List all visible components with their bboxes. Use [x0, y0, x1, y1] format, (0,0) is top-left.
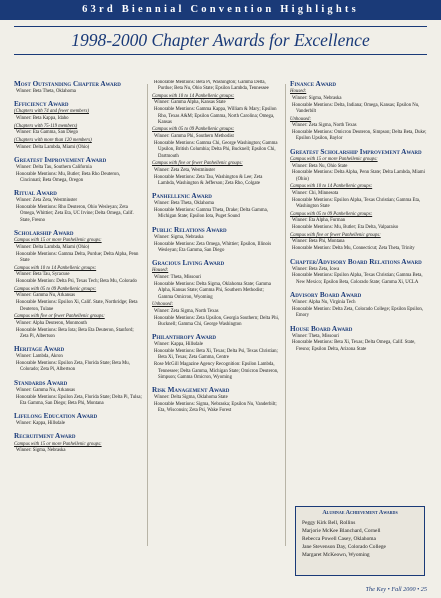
- award-entry: Winner: Delta Lambda, Miami (Ohio): [16, 144, 90, 150]
- award-entry: Honorable Mentions: Epsilon Zeta, Florida State; Beta Mu, Colorado; Zeta Pi, Albertson: [16, 361, 130, 373]
- awards-column-1: [14, 80, 142, 550]
- award-category: Campus with 10 to 14 Panhellenic groups:: [152, 93, 235, 99]
- award-entry: Winner: Theta, Missouri: [292, 333, 340, 339]
- award-entry: Winner: Eta Gamma, San Diego: [16, 130, 79, 136]
- award-entry: Winner: Gamma Phi, Southern Methodist: [154, 134, 234, 140]
- award-entry: Winner: Zeta Sigma, North Texas: [154, 308, 219, 314]
- award-heading: Scholarship Award: [14, 229, 74, 238]
- award-category: Campus with 05 to 09 Panhellenic groups:: [152, 127, 235, 133]
- award-category: Housed:: [152, 268, 169, 274]
- alumnae-award-recipient: Jane Stevenson Day, Colorado College: [302, 544, 386, 550]
- award-entry: Honorable Mentions: Delta, Indiana; Omega, Kansas; Epsilon Nu, Vanderbilt: [292, 102, 420, 115]
- award-category: Campus with five or fewer Panhellenic groups:: [14, 314, 105, 320]
- award-category: Unhoused:: [152, 302, 174, 308]
- award-category: Campus with 05 to 09 Panhellenic groups:: [14, 286, 97, 292]
- award-entry: Honorable Mentions: Mu, Butler; Eta Delta, Valparaiso: [292, 225, 399, 231]
- award-heading: Risk Management Award: [152, 386, 230, 395]
- award-entry: Honorable Mentions: Delta Sigma, Oklahoma State; Gamma Alpha, Kansas State; Gamma Phi, Southern Methodist; Gamma Omicron, Wyoming: [154, 282, 271, 300]
- award-entry: Honorable Mentions: Rho Deuteron, Ohio Wesleyan; Zeta Omega, Whittier; Zeta Eta, UC Irvine; Delta Omega, Calif. State, Fresno: [16, 205, 134, 223]
- award-entry: Honorable Mentions: Delta Alpha, Penn State; Delta Lambda, Miami (Ohio): [292, 170, 425, 182]
- award-category: Unhoused:: [290, 116, 312, 122]
- award-entry: Winner: Beta Phi, Montana: [292, 239, 345, 245]
- award-entry: Winner: Alpha Deuteron, Monmouth: [16, 320, 87, 326]
- award-category: (Chapters with 74 and fewer members): [14, 109, 90, 115]
- award-heading: Chapter/Advisory Board Relations Award: [290, 257, 422, 266]
- award-heading: Most Outstanding Chapter Award: [14, 80, 121, 88]
- alumnae-award-recipient: Margaret McKeown, Wyoming: [302, 552, 370, 558]
- award-heading: Finance Award: [290, 80, 336, 88]
- award-heading: Recruitment Award: [14, 432, 76, 441]
- award-heading: Greatest Scholarship Improvement Award: [290, 147, 422, 156]
- award-entry: Honorable Mentions: Zeta Upsilon, Georgia Southern; Delta Phi, Bucknell; Gamma Chi, George Washington: [154, 315, 280, 327]
- alumnae-awards-box: [295, 506, 425, 576]
- award-heading: Advisory Board Award: [290, 291, 362, 300]
- award-category: Campus with 15 or more Panhellenic groups:: [14, 441, 102, 447]
- title-rule-top: [14, 26, 427, 27]
- award-entry: Winner: Zeta Zeta, Westminster: [154, 167, 216, 173]
- awards-column-2: [152, 80, 280, 550]
- award-category: Campus with 15 or more Panhellenic groups:: [14, 238, 102, 244]
- awards-column-3: [290, 80, 427, 550]
- award-entry: Winner: Gamma Nu, Arkansas: [16, 387, 75, 393]
- award-entry: Honorable Mentions: Gamma Delta, Purdue; Delta Alpha, Penn State: [16, 251, 139, 264]
- award-entry: Honorable Mentions: Epsilon Xi, Calif. State, Northridge; Beta Deuteron, Tulane: [16, 300, 138, 312]
- award-entry: Winner: Kappa, Hillsdale: [154, 342, 203, 348]
- award-heading: Gracious Living Award: [152, 259, 225, 268]
- award-entry: Honorable Mentions: Beta Xi, Texas; Delta Omega, Calif. State, Fresno; Epsilon Delta, Arizona State: [292, 340, 416, 352]
- award-entry: Honorable Mentions: Beta Xi, Texas; Delta Psi, Texas Christian; Beta Xi, Texas; Zeta Gamma, Centre: [154, 349, 278, 361]
- award-heading: Philanthropy Award: [152, 333, 217, 342]
- award-entry: Winner: Beta Tau, Syracuse: [16, 272, 70, 278]
- award-entry: Winner: Gamma Nu, Arkansas: [16, 293, 75, 299]
- award-entry: Winner: Alpha Nu, Virginia Tech: [292, 300, 356, 306]
- award-category: (Chapters with 75-119 members): [14, 123, 78, 129]
- alumnae-award-recipient: Marjorie McKee Blanchard, Cornell: [302, 528, 381, 534]
- award-entry: Honorable Mentions: Epsilon Alpha, Texas Christian; Gamma Beta, New Mexico; Epsilon Beta, Colorado State; Gamma Xi, UCLA: [292, 273, 423, 285]
- award-entry: Winner: Beta Nu, Ohio State: [292, 163, 348, 169]
- award-entry: Winner: Gamma Alpha, Kansas State: [154, 100, 226, 106]
- alumnae-award-recipient: Peggy Kirk Bell, Rollins: [302, 520, 356, 526]
- award-entry: Winner: Zeta Sigma, North Texas: [292, 123, 357, 129]
- column-divider: [285, 84, 286, 546]
- award-entry: Honorable Mentions: Mu, Butler; Beta Rho Deuteron, Cincinnati; Beta Omega, Oregon: [16, 171, 120, 183]
- award-heading: Public Relations Award: [152, 225, 227, 234]
- award-entry: Honorable Mention: Delta Psi, Texas Tech; Beta Mu, Colorado: [16, 279, 137, 285]
- award-heading: Lifelong Education Award: [14, 412, 98, 421]
- convention-banner: 63rd Biennial Convention Highlights: [0, 0, 441, 20]
- award-entry: Winner: Zeta Zeta, Westminster: [16, 198, 78, 204]
- award-entry: Honorable Mentions: Gamma Kappa, William & Mary; Epsilon Rho, Texas A&M; Epsilon Gamma, North Carolina; Omega, Kansas: [154, 107, 277, 125]
- award-entry: Winner: Beta Kappa, Idaho: [16, 116, 69, 122]
- award-heading: Standards Award: [14, 378, 68, 387]
- award-entry: Winner: Delta Lambda, Miami (Ohio): [16, 244, 90, 250]
- award-entry: Winner: Sigma, Nebraska: [16, 448, 66, 454]
- award-entry: Honorable Mentions: Gamma Chi, George Washington; Gamma Upsilon, British Columbia; Delta Phi, Bucknell; Epsilon Chi, Dartmouth: [154, 141, 278, 159]
- award-entry: Rose McGill Magazine Agency Recognition: Epsilon Lambda, Tennessee; Delta Gamma, Michigan State; Omicron Deuteron, Simpson; Gamma Omicron, Wyoming: [154, 362, 279, 380]
- award-entry: Honorable Mentions: Epsilon Zeta, Florida State; Delta Pi, Tulsa; Eta Gamma, San Diego; Beta Phi, Montana: [16, 394, 142, 406]
- award-entry: Winner: Chi, Minnesota: [292, 190, 339, 196]
- award-heading: House Board Award: [290, 324, 353, 333]
- award-heading: Ritual Award: [14, 189, 57, 198]
- award-heading: Panhellenic Award: [152, 192, 212, 201]
- alumnae-awards-list: [300, 519, 420, 559]
- page-title: 1998-2000 Chapter Awards for Excellence: [71, 30, 370, 50]
- award-entry: Winner: Lambda, Akron: [16, 354, 63, 360]
- award-entry: Honorable Mentions: Zeta Tau, Washington & Lee; Zeta Lambda, Washington & Jefferson; Zeta Rho, Colgate: [154, 174, 263, 186]
- award-category: Housed:: [290, 89, 307, 95]
- award-heading: Greatest Improvement Award: [14, 155, 107, 164]
- alumnae-awards-heading: Alumnae Achievement Awards: [322, 510, 398, 516]
- award-entry: Winner: Beta Theta, Oklahoma: [154, 201, 214, 207]
- award-category: Campus with five or fewer Panhellenic groups:: [152, 161, 243, 167]
- column-divider: [147, 84, 148, 546]
- award-entry: Honorable Mentions: Sigma, Nebraska; Epsilon Nu, Vanderbilt; Eta, Wisconsin; Zeta Psi, Wake Forest: [154, 402, 277, 414]
- award-entry: Winner: Delta Tau, Southern California: [16, 164, 92, 170]
- award-entry: Honorable Mention: Delta Mu, Connecticut; Zeta Theta, Trinity: [292, 246, 415, 252]
- award-entry: Winner: Sigma, Nebraska: [154, 234, 204, 240]
- award-entry: Winner: Beta Zeta, Iowa: [292, 266, 340, 272]
- award-entry: Honorable Mentions: Zeta Omega, Whittier; Epsilon, Illinois Wesleyan; Eta Gamma, San Diego: [154, 241, 272, 253]
- award-entry: Winner: Beta Theta, Oklahoma: [16, 89, 76, 94]
- award-entry: Honorable Mentions: Epsilon Alpha, Texas Christian; Gamma Eta, Washington State: [292, 197, 421, 210]
- award-entry: Winner: Eta Alpha, Furman: [292, 218, 346, 224]
- award-entry: Honorable Mentions: Gamma Theta, Drake; Delta Gamma, Michigan State; Epsilon Iota, Puget Sound: [154, 208, 268, 220]
- award-category: Campus with 10 to 14 Panhellenic groups:: [290, 184, 373, 190]
- award-entry: Honorable Mentions: Beta Pi, Washington; Gamma Delta, Purdue; Beta Nu, Ohio State; Epsilon Lambda, Tennessee: [154, 80, 269, 92]
- title-rule-bottom: [14, 54, 427, 55]
- award-entry: Winner: Theta, Missouri: [154, 275, 202, 281]
- award-category: (Chapters with more than 120 members): [14, 137, 92, 143]
- award-category: Campus with five or fewer Panhellenic groups:: [290, 232, 381, 238]
- alumnae-award-recipient: Rebecca Powell Casey, Oklahoma: [302, 536, 376, 542]
- award-category: Campus with 15 or more Panhellenic groups:: [290, 156, 378, 162]
- award-entry: Honorable Mentions: Beta Iota; Beta Eta Deuteron, Stanford; Zeta Pi, Albertson: [16, 327, 134, 339]
- award-heading: Efficiency Award: [14, 100, 69, 109]
- page-footer: The Key • Fall 2000 • 25: [365, 586, 427, 593]
- award-entry: Honorable Mentions: Omicron Deuteron, Simpson; Delta Beta, Duke; Epsilon Upsilon, Baylor: [292, 130, 427, 142]
- award-entry: Honorable Mention: Delta Zeta, Colorado College; Epsilon Epsilon, Emory: [292, 306, 423, 319]
- award-category: Campus with 10 to 14 Panhellenic groups:: [14, 265, 97, 271]
- award-heading: Heritage Award: [14, 345, 65, 354]
- award-entry: Winner: Sigma, Nebraska: [292, 95, 342, 101]
- award-category: Campus with 05 to 09 Panhellenic groups:: [290, 211, 373, 217]
- award-entry: Winner: Kappa, Hillsdale: [16, 421, 65, 427]
- award-entry: Winner: Delta Sigma, Oklahoma State: [154, 395, 228, 401]
